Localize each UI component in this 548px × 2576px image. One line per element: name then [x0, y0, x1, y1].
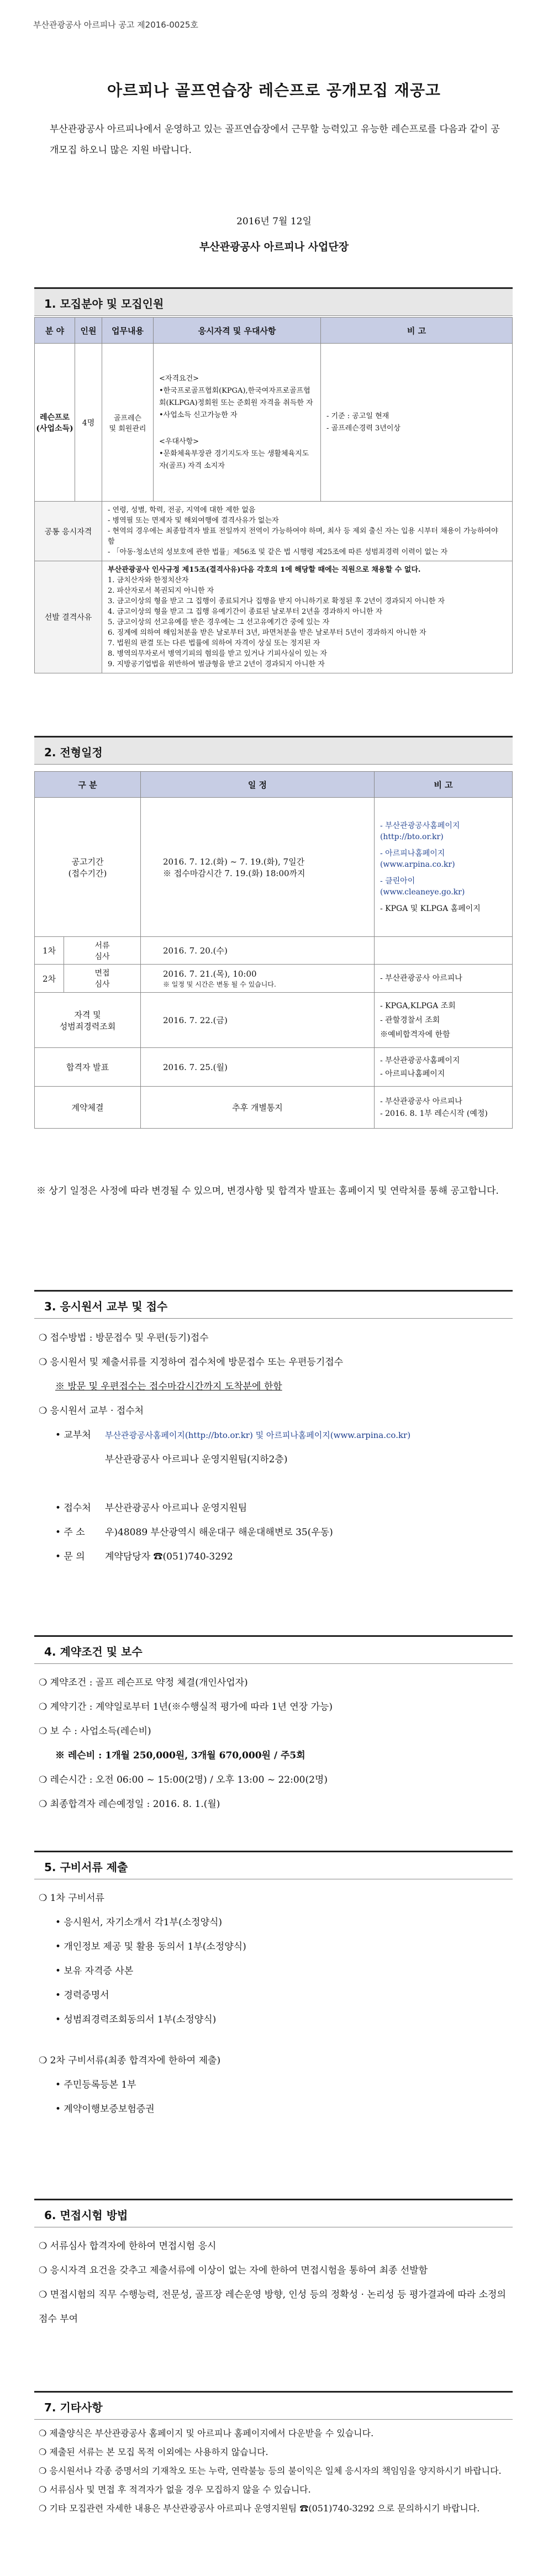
common-cell: [102, 502, 513, 561]
pref-line: •문화체육부장관 경기지도자 또는 생활체육지도자(골프) 자격 소지자: [159, 449, 309, 470]
document-reference: 부산관광공사 아르피나 공고 제2016-0025호: [33, 20, 198, 30]
doc-item: • 응시원서, 자기소개서 각1부(소정양식): [55, 1917, 223, 1928]
common-line: - 현역의 경우에는 최종합격자 발표 전일까지 전역이 가능하여야 하며, 최사 등 제외 출신 자는 입용 시부터 채용이 가능하여야 함: [108, 527, 498, 546]
note-line: - 관할경찰서 조회: [380, 1015, 440, 1025]
issuer: 부산관광공사 아르피나 사업단장: [199, 241, 349, 253]
doc-item: • 계약이행보증보험증권: [55, 2104, 155, 2115]
sched-cell: [140, 965, 374, 993]
note-line: - KPGA,KLPGA 조회: [380, 1001, 456, 1010]
section-6-header: [34, 2199, 513, 2227]
section-3-header: [34, 1290, 513, 1319]
disq-line: 1. 금치산자와 한정치산자: [108, 576, 189, 584]
sched-main: 2016. 7. 22.(금): [162, 1015, 228, 1025]
second-docs-title: ❍ 2차 구비서류(최종 합격자에 한하여 제출): [39, 2055, 221, 2066]
stage-label: 합격자 발표: [35, 1048, 141, 1087]
col-qual: 응시자격 및 우대사항: [154, 318, 321, 344]
disq-line: 7. 법원의 판결 또는 다른 법률에 의하여 자격이 상실 또는 정지된 자: [108, 639, 320, 647]
note-link[interactable]: - 부산관광공사홈페이지 (http://bto.or.kr): [380, 821, 460, 841]
remark-line: - 기준 : 공고일 현재: [326, 412, 389, 420]
page-title: 아르피나 골프연습장 레슨프로 공개모집 재공고: [107, 81, 441, 99]
interview-block: [39, 2234, 508, 2331]
note-line: - 아르피나홈페이지: [380, 1069, 445, 1078]
fee-line: ※ 레슨비 : 1개월 250,000원, 3개월 670,000원 / 주5회: [55, 1750, 305, 1761]
contract-line: ❍ 계약기간 : 계약일로부터 1년(※수행실적 평가에 따라 1년 연장 가능): [39, 1701, 333, 1713]
contract-line: ❍ 계약조건 : 골프 레슨프로 약정 체결(개인사업자): [39, 1677, 248, 1688]
issue-row: [39, 1423, 508, 1447]
notes-cell: [374, 965, 512, 993]
disq-line: 8. 병역의무자로서 병역기피의 혐의를 받고 있거나 기피사실이 있는 자: [108, 650, 328, 658]
duty-cell: 골프레슨 및 회원관리: [102, 344, 154, 502]
application-line: ❍ 응시원서 및 제출서류를 지정하여 접수처에 방문접수 또는 우편등기접수: [39, 1357, 344, 1368]
col-stage: 구 분: [35, 772, 141, 798]
sched-cell: [140, 1048, 374, 1087]
section-7-header: [34, 2391, 513, 2420]
remark-line: - 골프레슨경력 3년이상: [326, 424, 401, 433]
sched-main: 2016. 7. 20.(수): [162, 946, 228, 956]
interview-line: ❍ 서류심사 합격자에 한하여 면접시험 응시: [39, 2241, 217, 2252]
note-line: - 부산관광공사 아르피나: [380, 1097, 462, 1106]
contract-block: [39, 1671, 508, 1816]
misc-block: [39, 2424, 508, 2518]
disq-cell: [102, 561, 513, 673]
stage-num: 2차: [35, 965, 64, 993]
contact-value: 계약담당자 ☎(051)740-3292: [105, 1551, 233, 1562]
notes-cell: [374, 1048, 512, 1087]
note-line: - 2016. 8. 1부 레슨시작 (예정): [380, 1109, 488, 1118]
receive-value: 부산관광공사 아르피나 운영지원팀: [105, 1503, 247, 1514]
note-line: - 부산관광공사 아르피나: [380, 974, 462, 983]
disq-intro: 부산관광공사 인사규정 제15조(결격사유)다음 각호의 1에 해당할 때에는 직원으로 채용할 수 없다.: [108, 566, 421, 574]
documents-block: [39, 1886, 508, 2121]
section-title: 3. 응시원서 교부 및 접수: [44, 1300, 168, 1313]
disq-line: 3. 금고이상의 형을 받고 그 집행이 종료되거나 집행을 받지 아니하기로 확정된 후 2년이 경과되지 아니한 자: [108, 597, 445, 605]
sched-cell: [140, 1087, 374, 1129]
notice-date: 2016년 7월 12일: [236, 216, 312, 227]
note-line: - 부산관광공사홈페이지: [380, 1056, 460, 1065]
disq-line: 6. 징계에 의하여 해임처분을 받은 날로부터 3년, 파면처분을 받은 날로부터 5년이 경과하지 아니한 자: [108, 629, 426, 637]
count-cell: 4명: [75, 344, 102, 502]
misc-line: ❍ 기타 모집관련 자세한 내용은 부산관광공사 아르피나 운영지원팀 ☎(051)740-3292 으로 문의하시기 바랍니다.: [39, 2503, 480, 2514]
notes-cell: [374, 937, 512, 965]
intro-paragraph: 부산관광공사 아르피나에서 운영하고 있는 골프연습장에서 근무할 능력있고 유능한 레슨프로를 다음과 같이 공개모집 하오니 많은 지원 바랍니다.: [50, 124, 500, 156]
disq-line: 2. 파산자로서 복권되지 아니한 자: [108, 587, 214, 595]
contact-label: • 문 의: [55, 1551, 85, 1562]
issue-link[interactable]: 부산관광공사홈페이지(http://bto.or.kr) 및 아르피나홈페이지(www.arpina.co.kr): [105, 1430, 411, 1440]
contract-line: ❍ 레슨시간 : 오전 06:00 ~ 15:00(2명) / 오후 13:00 ~ 22:00(2명): [39, 1774, 328, 1785]
receive-row: [39, 1496, 508, 1520]
common-line: - 「아동·청소년의 성보호에 관한 법률」제56조 및 같은 법 시행령 제25조에 따른 성범죄경력 이력이 없는 자: [108, 548, 448, 556]
notes-cell: [374, 798, 512, 937]
receive-label: • 접수처: [55, 1503, 91, 1514]
section-title: 6. 면접시험 방법: [44, 2209, 128, 2222]
note-link[interactable]: - 아르피나홈페이지 (www.arpina.co.kr): [380, 849, 455, 869]
stage-label: 면접 심사: [64, 965, 141, 993]
sched-main: 2016. 7. 21.(목), 10:00: [162, 969, 257, 979]
pref-title: <우대사항>: [159, 437, 199, 446]
section-title: 1. 모집분야 및 모집인원: [44, 297, 164, 310]
doc-item: • 성범죄경력조회동의서 1부(소정양식): [55, 2014, 217, 2025]
disq-line: 9. 지방공기업법을 위반하여 벌금형을 받고 2년이 경과되지 아니한 자: [108, 660, 325, 668]
disq-line: 4. 금고이상의 형을 받고 그 집행 유예기간이 종료된 날로부터 2년을 경과하지 아니한 자: [108, 608, 383, 616]
contract-line: ❍ 보 수 : 사업소득(레슨비): [39, 1726, 151, 1737]
application-block: [39, 1326, 508, 1569]
misc-line: ❍ 제출양식은 부산관광공사 홈페이지 및 아르피나 홈페이지에서 다운받을 수 있습니다.: [39, 2428, 374, 2438]
common-line: - 연령, 성별, 학력, 전공, 지역에 대한 제한 없음: [108, 506, 256, 514]
schedule-footnote: ※ 상기 일정은 사정에 따라 변경될 수 있으며, 변경사항 및 합격자 발표는 홈페이지 및 연락처를 통해 공고합니다.: [36, 1186, 499, 1197]
application-note: ※ 방문 및 우편접수는 접수마감시간까지 도착분에 한함: [55, 1381, 282, 1392]
interview-line: ❍ 응시자격 요건을 갖추고 제출서류에 이상이 없는 자에 한하여 면접시험을 통하여 최종 선발함: [39, 2265, 428, 2276]
sched-cell: [140, 937, 374, 965]
misc-line: ❍ 응시원서나 각종 증명서의 기재착오 또는 누락, 연락불능 등의 불이익은 일체 응시자의 책임임을 양지하시기 바랍니다.: [39, 2466, 502, 2476]
issue-office: 부산관광공사 아르피나 운영지원팀(지하2층): [105, 1454, 288, 1465]
common-line: - 병역필 또는 면제자 및 해외여행에 결격사유가 없는자: [108, 517, 279, 525]
disq-label: 선발 결격사유: [35, 561, 102, 673]
remarks-cell: [321, 344, 513, 502]
sched-main: 추후 개별통지: [232, 1103, 283, 1113]
schedule-table: [34, 771, 513, 1129]
col-count: 인원: [75, 318, 102, 344]
first-docs-title: ❍ 1차 구비서류: [39, 1893, 104, 1904]
application-line: ❍ 응시원서 교부 · 접수처: [39, 1405, 144, 1416]
misc-line: ❍ 제출된 서류는 본 모집 목적 이외에는 사용하지 않습니다.: [39, 2447, 268, 2457]
sched-main: 2016. 7. 25.(월): [162, 1062, 228, 1072]
stage-label: 공고기간 (접수기간): [35, 798, 141, 937]
doc-item: • 주민등록등본 1부: [55, 2079, 136, 2090]
qual-line: •사업소득 신고가능한 자: [159, 410, 238, 419]
sched-cell: [140, 993, 374, 1048]
section-1-header: [34, 287, 513, 316]
section-5-header: [34, 1851, 513, 1879]
note-link[interactable]: - 클린아이 (www.cleaneye.go.kr): [380, 876, 465, 897]
section-title: 2. 전형일정: [44, 746, 103, 759]
section-title: 4. 계약조건 및 보수: [44, 1645, 143, 1658]
note-line: - KPGA 및 KLPGA 홈페이지: [380, 904, 481, 913]
contact-row: [39, 1545, 508, 1569]
stage-label: 계약체결: [35, 1087, 141, 1129]
notes-cell: [374, 1087, 512, 1129]
section-title: 7. 기타사항: [44, 2401, 103, 2414]
col-remarks: 비 고: [321, 318, 513, 344]
common-label: 공통 응시자격: [35, 502, 102, 561]
col-field: 분 야: [35, 318, 75, 344]
doc-item: • 경력증명서: [55, 1990, 109, 2001]
address-row: [39, 1520, 508, 1545]
col-sched: 일 정: [140, 772, 374, 798]
application-line: ❍ 접수방법 : 방문접수 및 우편(등기)접수: [39, 1332, 209, 1344]
disq-line: 5. 금고이상의 선고유예를 받은 경우에는 그 선고유예기간 중에 있는 자: [108, 618, 330, 626]
recruit-table: [34, 317, 513, 673]
section-4-header: [34, 1635, 513, 1664]
address-value: 우)48089 부산광역시 해운대구 해운대해변로 35(우동): [105, 1527, 333, 1538]
note-line: ※예비합격자에 한함: [380, 1030, 450, 1039]
misc-line: ❍ 서류심사 및 면접 후 적격자가 없을 경우 모집하지 않을 수 있습니다.: [39, 2484, 311, 2495]
qual-title: <자격요건>: [159, 374, 199, 383]
qual-line: •한국프로골프협회(KPGA),한국여자프로골프협회(KLPGA)정회원 또는 준회원 자격을 취득한 자: [159, 386, 313, 407]
section-2-header: [34, 736, 513, 765]
sched-main: 2016. 7. 12.(화) ~ 7. 19.(화), 7일간: [162, 856, 305, 867]
notes-cell: [374, 993, 512, 1048]
stage-label: 자격 및 성범죄경력조회: [35, 993, 141, 1048]
sched-sub: ※ 일정 및 시간은 변동 될 수 있습니다.: [162, 981, 276, 988]
interview-line: ❍ 면접시험의 직무 수행능력, 전문성, 골프장 레슨운영 방향, 인성 등의 정확성 · 논리성 등 평가결과에 따라 소정의 점수 부여: [39, 2289, 506, 2325]
doc-item: • 개인정보 제공 및 활용 동의서 1부(소정양식): [55, 1941, 246, 1952]
address-label: • 주 소: [55, 1527, 85, 1538]
col-duty: 업무내용: [102, 318, 154, 344]
section-title: 5. 구비서류 제출: [44, 1861, 128, 1874]
qual-cell: [154, 344, 321, 502]
stage-num: 1차: [35, 937, 64, 965]
field-cell: 레슨프로 (사업소득): [35, 344, 75, 502]
sched-cell: [140, 798, 374, 937]
col-notes: 비 고: [374, 772, 512, 798]
stage-label: 서류 심사: [64, 937, 141, 965]
issue-label: • 교부처: [55, 1430, 91, 1441]
doc-item: • 보유 자격증 사본: [55, 1966, 134, 1977]
contract-line: ❍ 최종합격자 레슨예정일 : 2016. 8. 1.(월): [39, 1799, 220, 1810]
sched-sub: ※ 접수마감시간 7. 19.(화) 18:00까지: [162, 868, 305, 878]
